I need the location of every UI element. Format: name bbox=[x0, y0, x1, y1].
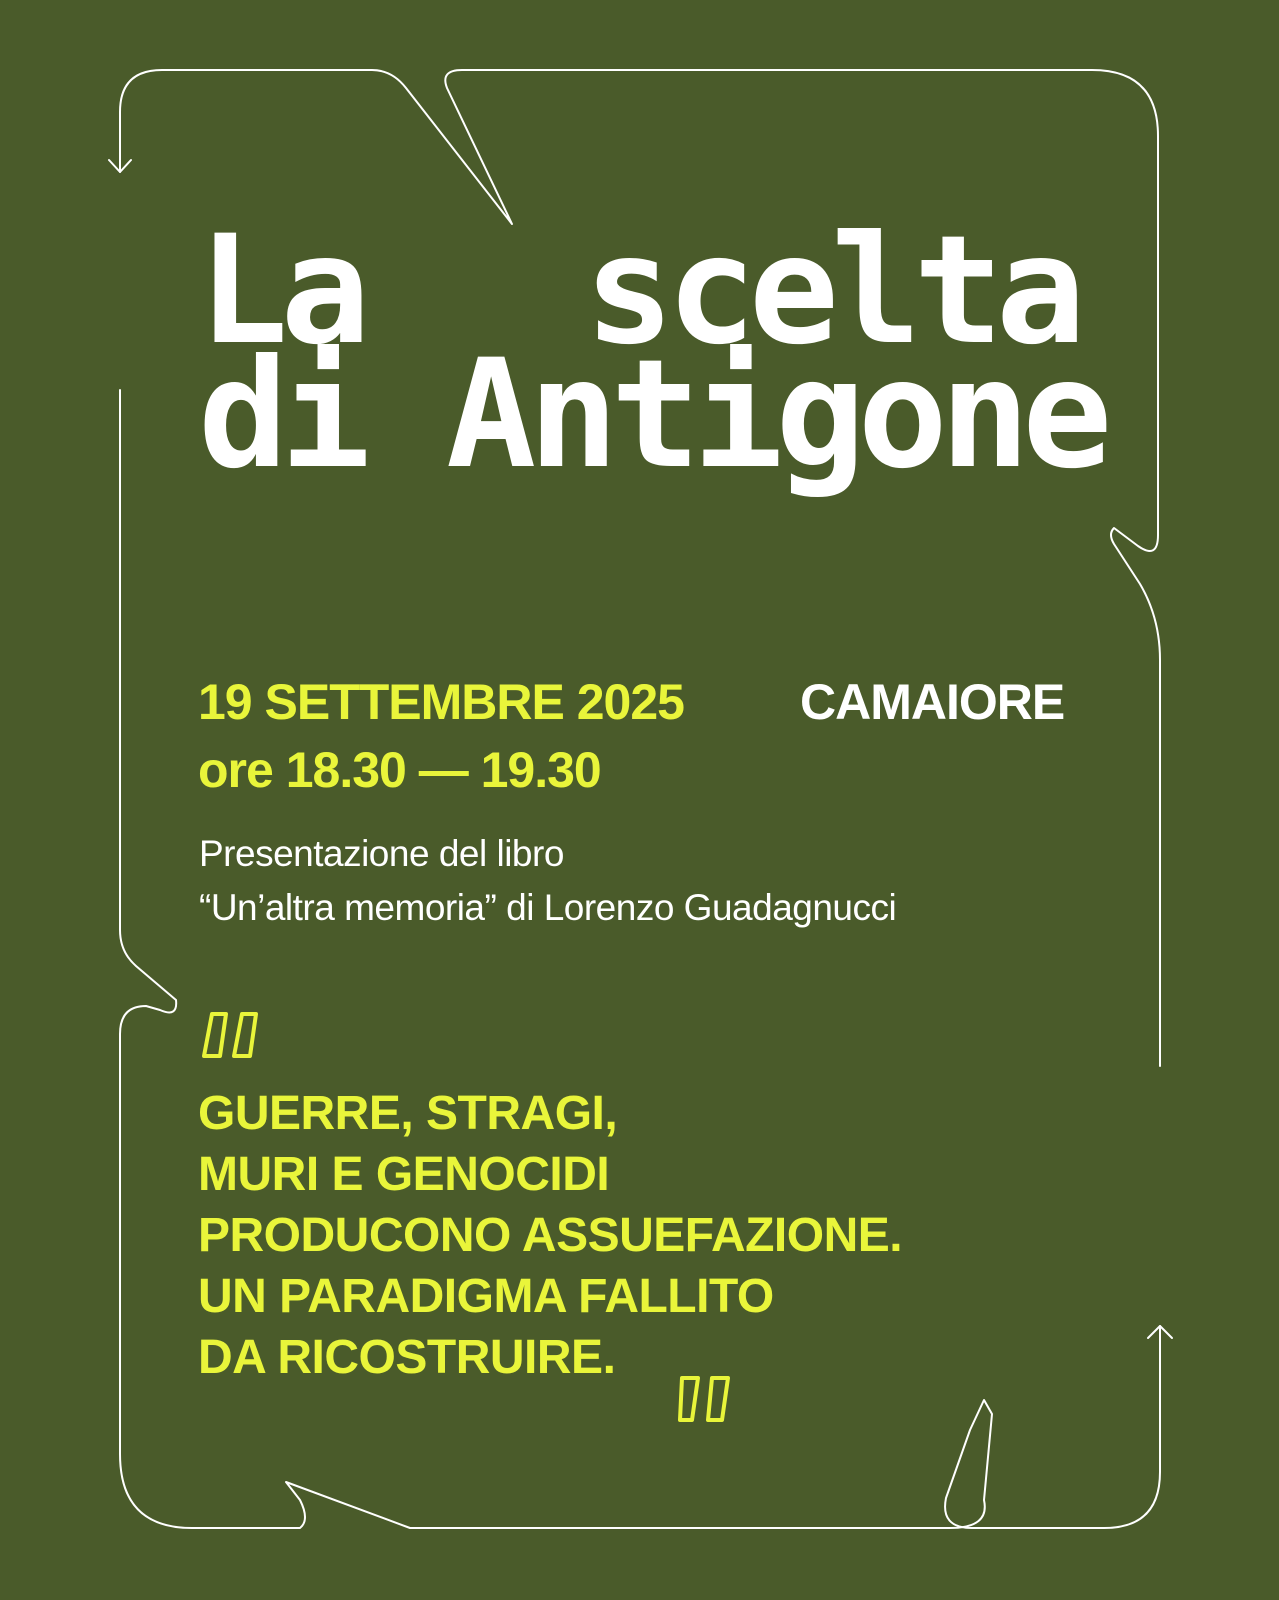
description-line-1: Presentazione del libro bbox=[199, 833, 564, 874]
quote-line: MURI E GENOCIDI bbox=[198, 1148, 610, 1201]
title-word-la: La bbox=[198, 204, 363, 378]
event-time: ore 18.30 — 19.30 bbox=[198, 742, 601, 798]
quote-text bbox=[198, 1083, 902, 1388]
title-word-scelta: scelta bbox=[584, 204, 1078, 378]
quote-line: UN PARADIGMA FALLITO bbox=[198, 1270, 774, 1323]
close-quote-icon bbox=[678, 1374, 740, 1424]
title-word-antigone: Antigone bbox=[446, 328, 1105, 502]
quote-line: GUERRE, STRAGI, bbox=[198, 1087, 618, 1140]
event-city: CAMAIORE bbox=[800, 674, 1065, 730]
title-word-di: di bbox=[198, 328, 363, 502]
quote-line: PRODUCONO ASSUEFAZIONE. bbox=[198, 1209, 903, 1262]
open-quote-icon bbox=[200, 1010, 262, 1060]
description-line-2: “Un’altra memoria” di Lorenzo Guadagnucci bbox=[199, 887, 897, 928]
frame-right-tail bbox=[1111, 528, 1160, 1066]
event-date: 19 SETTEMBRE 2025 bbox=[198, 674, 684, 730]
quote-line: DA RICOSTRUIRE. bbox=[198, 1331, 616, 1384]
